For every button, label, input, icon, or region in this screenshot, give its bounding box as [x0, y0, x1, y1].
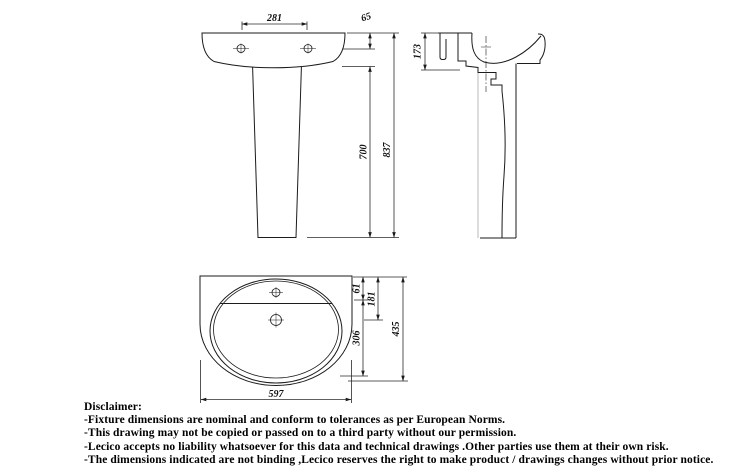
- back-lug: [440, 33, 446, 60]
- dim-back-depth: [413, 33, 461, 70]
- dim-hole-spacing: [242, 13, 307, 30]
- dim-overall-width: [201, 389, 351, 400]
- dim-435-label: 435: [391, 321, 402, 337]
- dim-overall-depth: [391, 277, 403, 381]
- disclaimer-line: -Fixture dimensions are nominal and conform to tolerances as per European Norms.: [84, 414, 506, 427]
- dim-rim-to-holes: [343, 11, 399, 49]
- dim-597-label: 597: [268, 389, 284, 400]
- dim-top-to-taphole: [367, 277, 379, 320]
- disclaimer-line: -The dimensions indicated are not binding ,Lecico reserves the right to make product / drawings changes without prior notice.: [84, 453, 714, 466]
- section-profile: [458, 33, 505, 238]
- dim-281-label: 281: [267, 13, 282, 24]
- dim-306-label: 306: [351, 330, 363, 346]
- front-view: [202, 11, 399, 238]
- plan-view: [200, 276, 408, 403]
- dim-181-label: 181: [366, 291, 378, 307]
- dim-700-label: 700: [358, 144, 370, 160]
- dim-65-label: 65: [359, 10, 373, 25]
- basin-outline: [202, 33, 345, 68]
- dim-837-label: 837: [382, 142, 393, 158]
- disclaimer-line: -Lecico accepts no liability whatsoever for this data and technical drawings .Other parties use them at their own risk.: [84, 440, 669, 453]
- bowl-inner-curve: [472, 33, 541, 63]
- disclaimer-title: Disclaimer:: [84, 401, 142, 413]
- dim-overall-height: [382, 33, 394, 238]
- dim-top-to-ledge: [352, 277, 364, 300]
- dim-ledge-to-front: [352, 300, 364, 376]
- disclaimer-line: -This drawing may not be copied or passed on to a third party without our permission.: [84, 427, 517, 440]
- side-view: [413, 33, 546, 238]
- extension-lines: [343, 33, 399, 49]
- disclaimer: [84, 401, 744, 467]
- dim-173-label: 173: [412, 44, 424, 59]
- pedestal-outline: [253, 64, 302, 238]
- bowl-outer-right: [517, 34, 545, 64]
- dim-61-label: 61: [351, 283, 363, 294]
